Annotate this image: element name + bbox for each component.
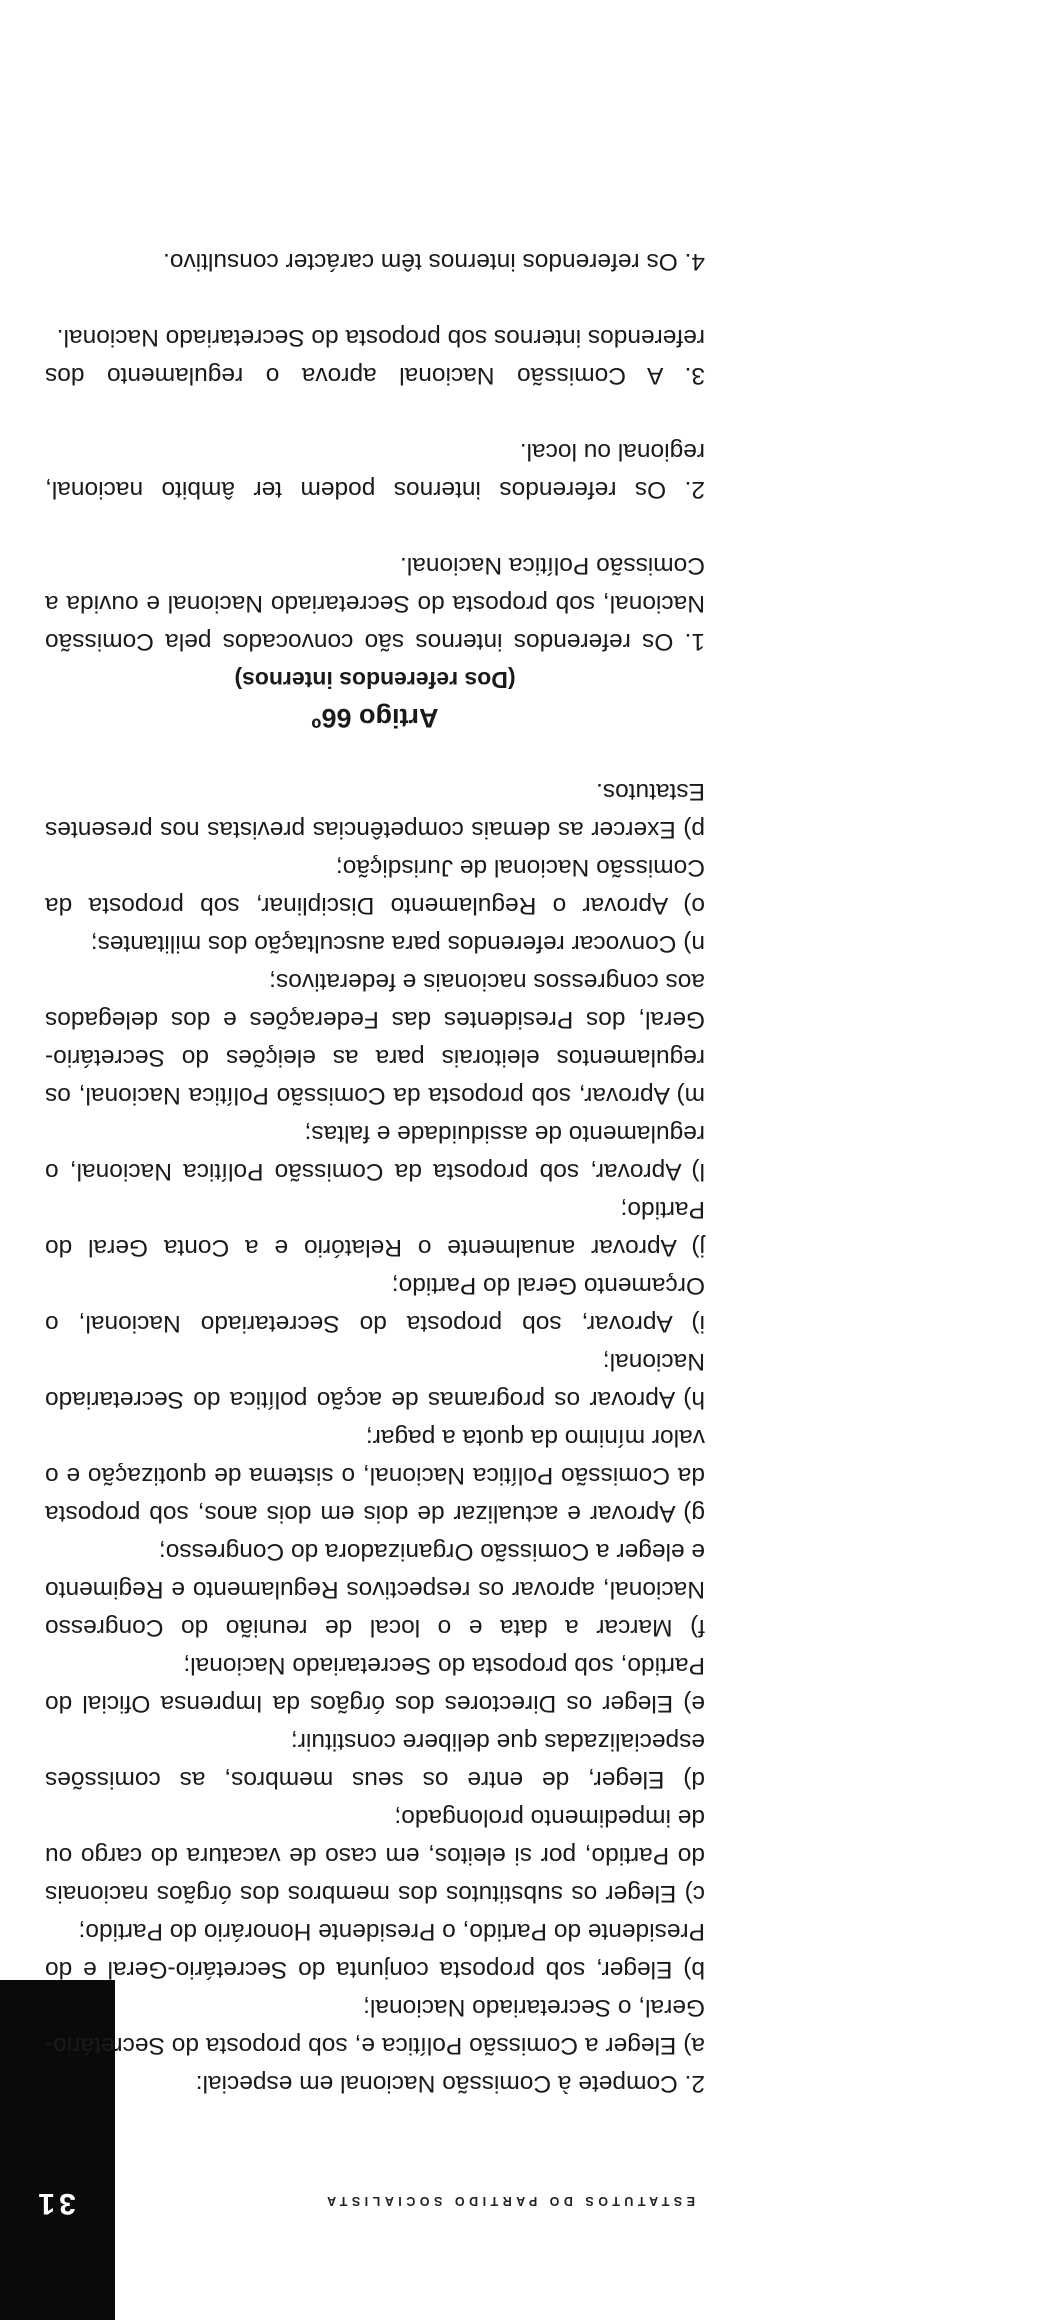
running-head: ESTATUTOS DO PARTIDO SOCIALISTA: [322, 2194, 695, 2208]
article-paragraph: 3. A Comissão Nacional aprova o regulamento dos referendos internos sob proposta do Secretariado Nacional.: [45, 324, 705, 389]
list-item: f) Marcar a data e o local de reunião do Congresso Nacional, aprovar os respectivos Regulamento e Regimento e eleger a Comissão Organizadora do Congresso;: [45, 1538, 705, 1641]
list-item: e) Eleger os Directores dos órgãos da Imprensa Oficial do Partido, sob proposta do Secretariado Nacional;: [45, 1652, 705, 1717]
article-paragraph: 1. Os referendos internos são convocados pela Comissão Nacional, sob proposta do Secretariado Nacional e ouvida a Comissão Política Nacional.: [45, 552, 705, 655]
list-item: i) Aprovar, sob proposta do Secretariado Nacional, o Orçamento Geral do Partido;: [45, 1272, 705, 1337]
list-item: m) Aprovar, sob proposta da Comissão Política Nacional, os regulamentos eleitorais para as eleições do Secretário-Geral, dos Presidentes das Federações e dos delegados aos congressos nacionais e federativos;: [45, 968, 705, 1109]
list-item: n) Convocar referendos para auscultação dos militantes;: [90, 930, 705, 957]
list-item: p) Exercer as demais competências previstas nos presentes Estatutos.: [45, 778, 705, 843]
body-text: [45, 242, 705, 2102]
competence-list: [45, 772, 705, 2064]
list-item: c) Eleger os substitutos dos membros dos órgãos nacionais do Partido, por si eleitos, em caso de vacatura do cargo ou de impedimento prolongado;: [45, 1804, 705, 1907]
list-item: h) Aprovar os programas de acção política do Secretariado Nacional;: [45, 1348, 705, 1413]
article-subtitle: (Dos referendos internos): [234, 667, 516, 693]
list-item: a) Eleger a Comissão Política e, sob proposta do Secretário-Geral, o Secretariado Nacional;: [45, 1994, 705, 2059]
list-item: b) Eleger, sob proposta conjunta do Secretário-Geral e do Presidente do Partido, o Presidente Honorário do Partido;: [45, 1918, 705, 1983]
article-paragraph: 2. Os referendos internos podem ter âmbito nacional, regional ou local.: [45, 438, 705, 503]
list-item: j) Aprovar anualmente o Relatório e a Conta Geral do Partido;: [45, 1196, 705, 1261]
article-title: Artigo 66º: [311, 703, 439, 733]
article-paragraph: 4. Os referendos internos têm carácter consultivo.: [163, 248, 705, 275]
list-item: d) Eleger, de entre os seus membros, as comissões especializadas que delibere constituir;: [45, 1728, 705, 1793]
list-item: l) Aprovar, sob proposta da Comissão Política Nacional, o regulamento de assiduidade e faltas;: [45, 1120, 705, 1185]
section-intro: 2. Compete à Comissão Nacional em especial:: [195, 2070, 705, 2097]
list-item: g) Aprovar e actualizar de dois em dois anos, sob proposta da Comissão Política Nacional, o sistema de quotização e o valor mínimo da quota a pagar;: [45, 1424, 705, 1527]
article-paragraphs: [45, 242, 705, 660]
list-item: o) Aprovar o Regulamento Disciplinar, sob proposta da Comissão Nacional de Jurisdição;: [45, 854, 705, 919]
page-number: 31: [34, 2187, 76, 2220]
